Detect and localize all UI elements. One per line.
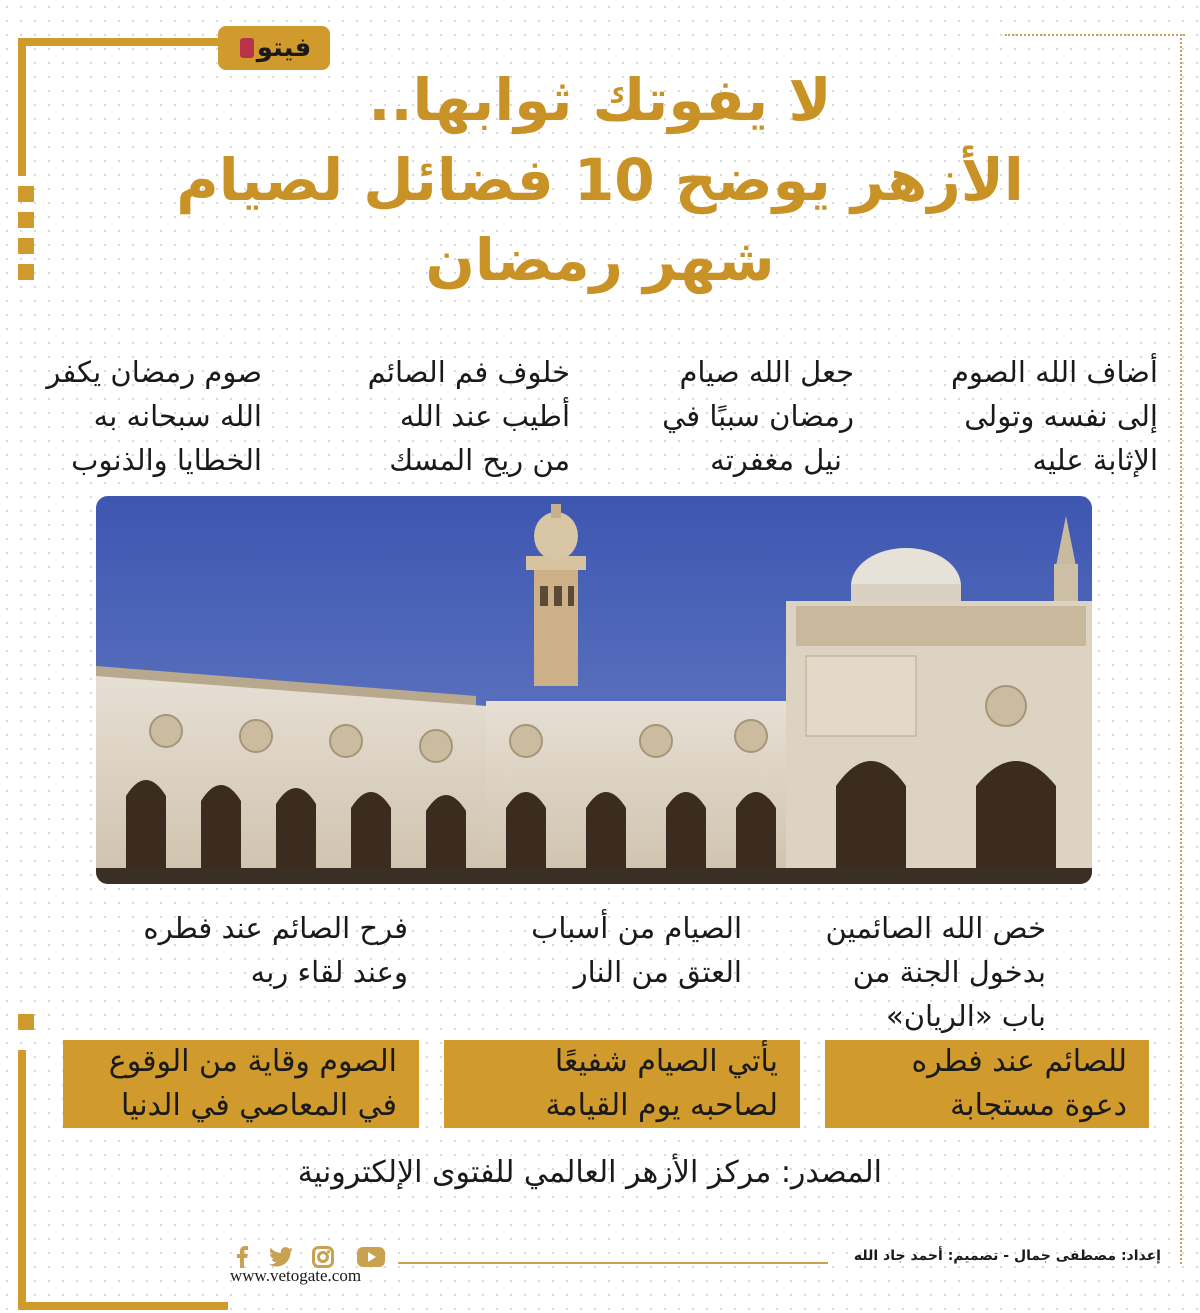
title-line-3: شهر رمضان xyxy=(425,226,775,294)
credits-text: إعداد: مصطفى جمال - تصميم: أحمد جاد الله xyxy=(853,1248,1161,1264)
title-line-1: لا يفوتك ثوابها.. xyxy=(368,66,832,134)
fact-item xyxy=(780,906,1046,1038)
footer-divider xyxy=(398,1262,828,1264)
frame-dash xyxy=(18,212,34,228)
fact-line: الصوم وقاية من الوقوع xyxy=(108,1044,397,1079)
fact-line: العتق من النار xyxy=(573,955,742,989)
fact-line: الخطايا والذنوب xyxy=(71,443,262,477)
frame-dash xyxy=(18,238,34,254)
fact-line: وعند لقاء ربه xyxy=(250,955,408,989)
fact-line: أضاف الله الصوم xyxy=(950,355,1158,389)
fact-line: بدخول الجنة من xyxy=(852,955,1046,989)
frame-dotted-right xyxy=(1180,34,1184,1264)
fact-item xyxy=(320,350,570,482)
frame-left-bottom-bar xyxy=(18,1050,26,1310)
logo-hand-icon xyxy=(240,38,254,58)
frame-dash xyxy=(18,186,34,202)
fact-item xyxy=(600,350,854,482)
al-azhar-mosque-photo xyxy=(96,496,1092,884)
fact-item xyxy=(12,350,262,482)
fact-line: الله سبحانه به xyxy=(93,399,262,433)
fact-line: لصاحبه يوم القيامة xyxy=(545,1088,778,1123)
fact-line: خلوف فم الصائم xyxy=(367,355,570,389)
frame-dash xyxy=(18,264,34,280)
fact-box xyxy=(825,1040,1149,1128)
fact-box xyxy=(444,1040,800,1128)
fact-line: الصيام من أسباب xyxy=(531,911,742,945)
frame-top-bar xyxy=(18,38,218,46)
fact-line: رمضان سببًا في xyxy=(662,399,854,433)
fact-line: أطيب عند الله xyxy=(399,399,570,433)
fact-line: نيل مغفرته xyxy=(710,443,842,477)
fact-line: جعل الله صيام xyxy=(679,355,854,389)
fact-line: في المعاصي في الدنيا xyxy=(121,1088,397,1123)
frame-dotted-top xyxy=(1005,34,1185,38)
fact-line: باب «الريان» xyxy=(885,999,1046,1033)
fact-line: إلى نفسه وتولى xyxy=(964,399,1158,433)
fact-box xyxy=(63,1040,419,1128)
website-url[interactable]: www.vetogate.com xyxy=(230,1266,362,1285)
fact-item xyxy=(480,906,742,994)
title-line-2: الأزهر يوضح 10 فضائل لصيام xyxy=(176,146,1024,214)
frame-dash xyxy=(18,1014,34,1030)
fact-item xyxy=(100,906,408,994)
fact-line: من ريح المسك xyxy=(389,443,570,477)
logo-text: فيتو xyxy=(256,33,312,63)
fact-line: يأتي الصيام شفيعًا xyxy=(554,1044,778,1079)
fact-line: دعوة مستجابة xyxy=(950,1088,1127,1123)
fact-item xyxy=(890,350,1158,482)
source-text: المصدر: مركز الأزهر العالمي للفتوى الإلكترونية xyxy=(297,1155,882,1190)
fact-line: خص الله الصائمين xyxy=(825,911,1046,945)
fact-line: للصائم عند فطره xyxy=(911,1044,1127,1079)
fact-line: فرح الصائم عند فطره xyxy=(143,911,408,945)
frame-left-bar xyxy=(18,38,26,176)
frame-bottom-bar xyxy=(18,1302,228,1310)
page-title xyxy=(150,60,1050,300)
fact-line: صوم رمضان يكفر xyxy=(46,355,262,389)
fact-line: الإثابة عليه xyxy=(1032,443,1158,477)
